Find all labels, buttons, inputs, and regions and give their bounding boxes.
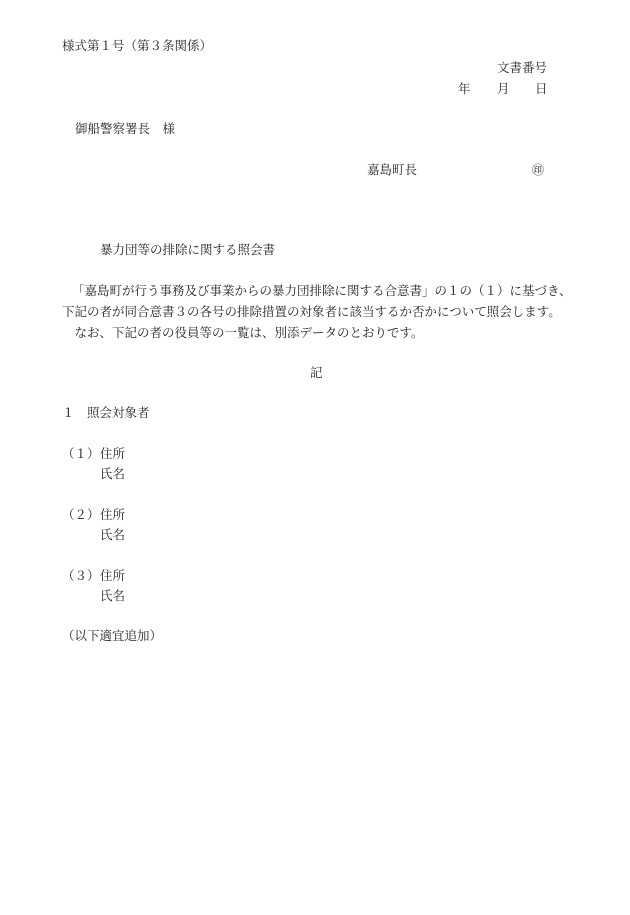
- form-number: 様式第１号（第３条関係）: [62, 38, 213, 53]
- entry-2-address-label: 住所: [100, 507, 126, 522]
- entry-2-number: （２）: [62, 507, 100, 522]
- entry-1-name-label: 氏名: [100, 466, 126, 481]
- document-title: 暴力団等の排除に関する照会書: [100, 242, 276, 257]
- sender-name: 嘉島町長: [367, 162, 418, 177]
- footer-note: （以下適宜追加）: [62, 628, 163, 643]
- entry-3-number: （３）: [62, 568, 100, 583]
- addressee: 御船警察署長 様: [75, 121, 176, 136]
- entry-2-name-label: 氏名: [100, 527, 126, 542]
- date-day-label: 日: [535, 81, 548, 96]
- date-year-label: 年: [458, 81, 471, 96]
- entry-3-address-label: 住所: [100, 568, 126, 583]
- ki-heading: 記: [310, 365, 323, 380]
- seal-mark: ㊞: [532, 163, 545, 177]
- entry-1-address-label: 住所: [100, 446, 126, 461]
- body-paragraph-line-1: 「嘉島町が行う事務及び事業からの暴力団排除に関する合意書」の１の（１）に基づき、: [72, 283, 572, 298]
- body-paragraph-line-2: 下記の者が同合意書３の各号の排除措置の対象者に該当するか否かについて照会します。: [62, 304, 561, 319]
- body-paragraph-line-3: なお、下記の者の役員等の一覧は、別添データのとおりです。: [62, 325, 424, 340]
- section-heading: １ 照会対象者: [62, 405, 150, 420]
- entry-1-number: （１）: [62, 446, 100, 461]
- date-month-label: 月: [497, 81, 510, 96]
- document-number-label: 文書番号: [497, 60, 548, 75]
- entry-3-name-label: 氏名: [100, 588, 126, 603]
